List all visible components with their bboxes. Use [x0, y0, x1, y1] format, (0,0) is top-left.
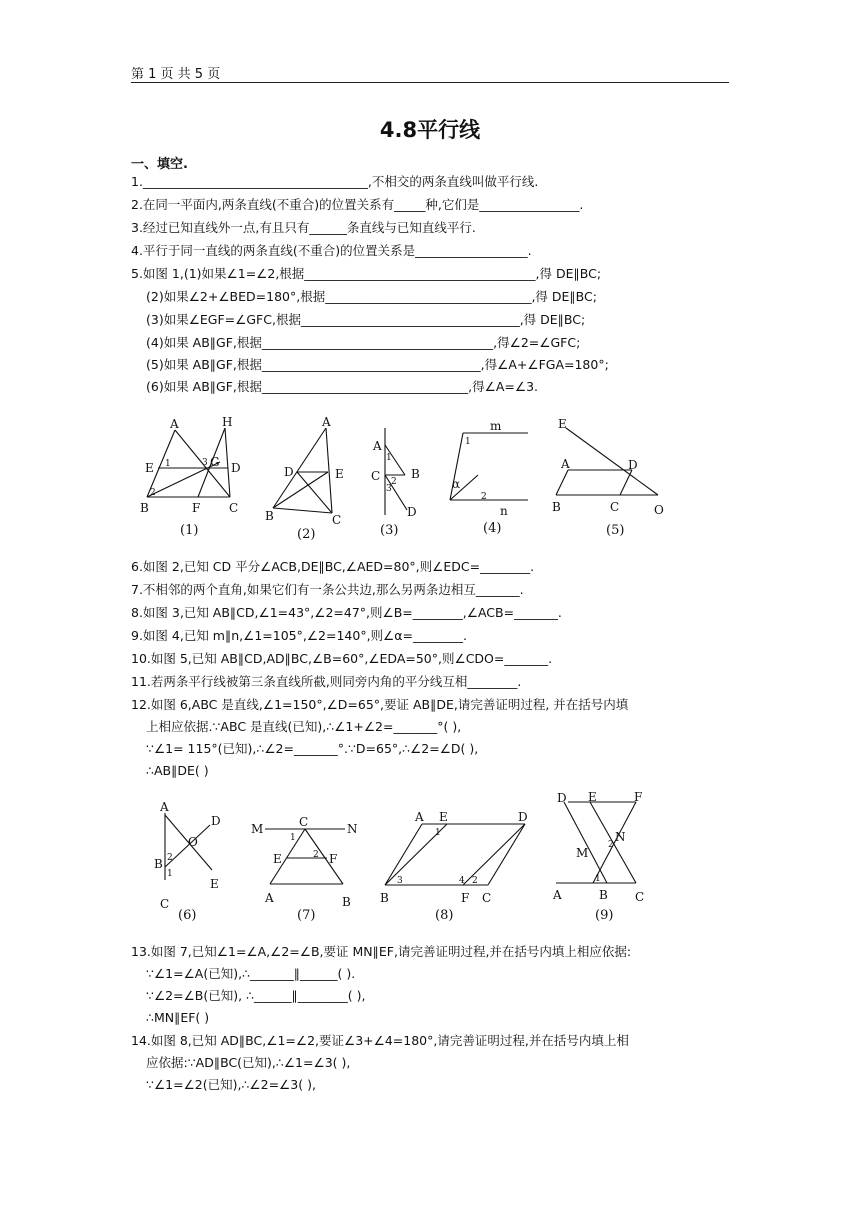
- question-line: (3)如果∠EGF=∠GFC,根据___________________________________,得 DE∥BC;: [146, 312, 586, 327]
- svg-text:C: C: [635, 890, 645, 904]
- question-line: ∴AB∥DE( ): [146, 763, 209, 778]
- svg-text:M: M: [576, 846, 589, 860]
- figure-9: [550, 785, 660, 925]
- figure-3: [365, 420, 425, 545]
- question-line: 2.在同一平面内,两条直线(不重合)的位置关系有_____种,它们是________________.: [131, 197, 584, 212]
- svg-text:B: B: [342, 895, 351, 909]
- section-title: 一、填空.: [131, 157, 188, 172]
- svg-text:D: D: [284, 465, 294, 479]
- svg-text:2: 2: [391, 477, 397, 487]
- question-line: ∵∠1=∠A(已知),∴_______∥______( ).: [146, 966, 356, 981]
- question-line: ∴MN∥EF( ): [146, 1010, 210, 1025]
- question-line: 5.如图 1,(1)如果∠1=∠2,根据_____________________________________,得 DE∥BC;: [131, 266, 602, 281]
- svg-text:B: B: [552, 500, 561, 514]
- question-line: 7.不相邻的两个直角,如果它们有一条公共边,那么另两条边相互_______.: [131, 582, 524, 597]
- question-line: 4.平行于同一直线的两条直线(不重合)的位置关系是__________________.: [131, 243, 532, 258]
- page-header: [131, 60, 729, 83]
- svg-text:B: B: [599, 888, 608, 902]
- svg-text:A: A: [322, 415, 331, 429]
- svg-text:A: A: [415, 810, 424, 824]
- svg-text:1: 1: [167, 869, 173, 879]
- page-info: 第 1 页 共 5 页: [131, 67, 221, 82]
- svg-text:(3): (3): [380, 523, 399, 538]
- figure-2: [260, 410, 360, 545]
- svg-text:C: C: [482, 891, 492, 905]
- question-line: (2)如果∠2+∠BED=180°,根据_________________________________,得 DE∥BC;: [146, 289, 597, 304]
- svg-text:B: B: [265, 509, 274, 523]
- svg-text:D: D: [407, 505, 417, 519]
- svg-text:1: 1: [465, 437, 471, 447]
- question-line: 8.如图 3,已知 AB∥CD,∠1=43°,∠2=47°,则∠B=________,∠ACB=_______.: [131, 605, 562, 620]
- svg-text:E: E: [273, 852, 282, 866]
- question-line: 1.____________________________________,不相交的两条直线叫做平行线.: [131, 174, 539, 189]
- svg-text:N: N: [615, 830, 626, 844]
- svg-text:C: C: [229, 501, 239, 515]
- svg-text:E: E: [588, 790, 597, 804]
- svg-text:F: F: [634, 790, 643, 804]
- svg-text:A: A: [561, 457, 570, 471]
- question-line: 上相应依据.∵ABC 是直线(已知),∴∠1+∠2=_______°( ),: [146, 719, 462, 734]
- svg-text:N: N: [347, 822, 358, 836]
- figure-1: [130, 410, 250, 545]
- svg-text:3: 3: [386, 484, 392, 494]
- figure-7: [245, 810, 365, 925]
- svg-text:α: α: [452, 477, 461, 491]
- svg-text:D: D: [231, 461, 241, 475]
- svg-text:2: 2: [481, 492, 487, 502]
- question-line: 13.如图 7,已知∠1=∠A,∠2=∠B,要证 MN∥EF,请完善证明过程,并在括号内填上相应依据:: [131, 944, 632, 959]
- question-line: 14.如图 8,已知 AD∥BC,∠1=∠2,要证∠3+∠4=180°,请完善证明过程,并在括号内填上相: [131, 1033, 629, 1048]
- svg-text:E: E: [558, 417, 567, 431]
- question-line: 9.如图 4,已知 m∥n,∠1=105°,∠2=140°,则∠α=________.: [131, 628, 467, 643]
- svg-text:(7): (7): [297, 908, 316, 923]
- svg-text:D: D: [628, 458, 638, 472]
- svg-text:C: C: [610, 500, 620, 514]
- svg-text:(5): (5): [606, 523, 625, 538]
- svg-text:F: F: [461, 891, 470, 905]
- svg-text:O: O: [188, 835, 198, 849]
- svg-text:3: 3: [397, 876, 403, 886]
- svg-text:C: C: [332, 513, 342, 527]
- question-line: (5)如果 AB∥GF,根据___________________________________,得∠A+∠FGA=180°;: [146, 357, 609, 372]
- svg-text:E: E: [210, 877, 219, 891]
- svg-text:(9): (9): [595, 908, 614, 923]
- question-line: 3.经过已知直线外一点,有且只有______条直线与已知直线平行.: [131, 220, 476, 235]
- svg-text:1: 1: [435, 828, 441, 838]
- question-line: ∵∠2=∠B(已知), ∴______∥________( ),: [146, 988, 366, 1003]
- svg-text:n: n: [500, 504, 508, 518]
- svg-text:4: 4: [459, 876, 465, 886]
- svg-text:3: 3: [202, 458, 208, 468]
- svg-text:G: G: [210, 455, 220, 469]
- svg-text:2: 2: [608, 840, 614, 850]
- document-title: 4.8平行线: [379, 118, 481, 142]
- svg-text:1: 1: [595, 874, 601, 884]
- figure-5: [548, 410, 678, 538]
- svg-text:A: A: [373, 439, 382, 453]
- svg-text:H: H: [222, 415, 233, 429]
- svg-text:B: B: [411, 467, 420, 481]
- svg-text:B: B: [154, 857, 163, 871]
- svg-text:(8): (8): [435, 908, 454, 923]
- svg-text:A: A: [170, 417, 179, 431]
- svg-text:2: 2: [167, 853, 173, 863]
- svg-text:O: O: [654, 503, 664, 517]
- svg-text:1: 1: [165, 459, 171, 469]
- svg-text:A: A: [160, 800, 169, 814]
- svg-text:E: E: [439, 810, 448, 824]
- svg-text:C: C: [299, 815, 309, 829]
- svg-text:(6): (6): [178, 908, 197, 923]
- svg-text:F: F: [192, 501, 201, 515]
- question-line: ∵∠1=∠2(已知),∴∠2=∠3( ),: [146, 1077, 316, 1092]
- figure-8: [375, 805, 535, 925]
- svg-text:F: F: [329, 852, 338, 866]
- question-line: 11.若两条平行线被第三条直线所截,则同旁内角的平分线互相________.: [131, 674, 522, 689]
- question-line: ∵∠1= 115°(已知),∴∠2=_______°.∵D=65°,∴∠2=∠D( ),: [146, 741, 479, 756]
- svg-text:E: E: [145, 461, 154, 475]
- svg-text:(1): (1): [180, 523, 199, 538]
- svg-text:1: 1: [386, 453, 392, 463]
- svg-text:A: A: [265, 891, 274, 905]
- question-line: 12.如图 6,ABC 是直线,∠1=150°,∠D=65°,要证 AB∥DE,请完善证明过程, 并在括号内填: [131, 697, 629, 712]
- svg-text:D: D: [557, 791, 567, 805]
- svg-text:E: E: [335, 467, 344, 481]
- svg-text:C: C: [160, 897, 170, 911]
- svg-text:(2): (2): [297, 527, 316, 542]
- svg-text:A: A: [553, 888, 562, 902]
- svg-text:2: 2: [150, 488, 156, 498]
- svg-text:2: 2: [472, 876, 478, 886]
- svg-text:M: M: [251, 822, 264, 836]
- svg-text:(4): (4): [483, 521, 502, 536]
- question-line: 应依据:∵AD∥BC(已知),∴∠1=∠3( ),: [146, 1055, 351, 1070]
- svg-text:m: m: [490, 419, 502, 433]
- question-line: 6.如图 2,已知 CD 平分∠ACB,DE∥BC,∠AED=80°,则∠EDC=________.: [131, 559, 535, 574]
- figure-6: [150, 795, 230, 925]
- svg-text:B: B: [140, 501, 149, 515]
- question-line: (4)如果 AB∥GF,根据_____________________________________,得∠2=∠GFC;: [146, 335, 581, 350]
- svg-text:B: B: [380, 891, 389, 905]
- svg-text:C: C: [371, 469, 381, 483]
- svg-text:D: D: [518, 810, 528, 824]
- svg-text:2: 2: [313, 850, 319, 860]
- svg-text:D: D: [211, 814, 221, 828]
- svg-text:1: 1: [290, 833, 296, 843]
- figure-4: [440, 415, 540, 545]
- question-line: 10.如图 5,已知 AB∥CD,AD∥BC,∠B=60°,∠EDA=50°,则∠CDO=_______.: [131, 651, 553, 666]
- question-line: (6)如果 AB∥GF,根据_________________________________,得∠A=∠3.: [146, 379, 538, 394]
